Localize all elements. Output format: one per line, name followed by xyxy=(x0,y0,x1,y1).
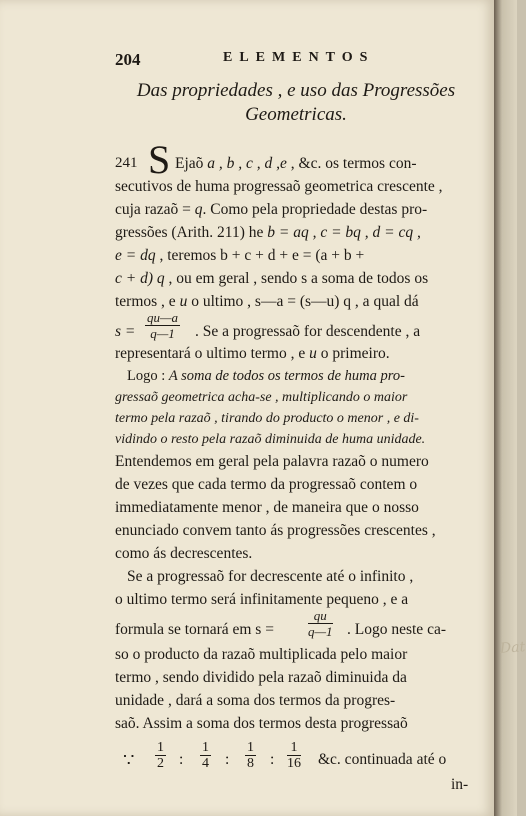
page-header xyxy=(115,50,477,76)
formula-fraction: $\frac{qu}{q—1}$ xyxy=(308,608,333,639)
text-line: Ejaõ a , b , c , d ,e , &c. os termos con- xyxy=(175,155,417,172)
paragraph-first-line xyxy=(115,137,477,182)
running-head: ELEMENTOS xyxy=(223,50,375,65)
catchword: in- xyxy=(451,776,469,793)
series-lead: ∵ xyxy=(123,750,135,770)
series-fraction: $\frac{1}{8}$ xyxy=(247,740,254,771)
formula-lead: formula se tornará em s = xyxy=(115,621,274,638)
formula-tail: . Logo neste ca- xyxy=(347,621,446,638)
show-through-text: Dat xyxy=(499,639,526,657)
formula-line xyxy=(115,606,477,646)
page-edge xyxy=(494,0,517,816)
paragraph-number: 241 xyxy=(115,155,138,171)
formula-fraction: $\frac{qu—a}{q—1}$ xyxy=(147,310,179,341)
series-fraction: $\frac{1}{2}$ xyxy=(157,740,164,771)
series-fraction: $\frac{1}{4}$ xyxy=(202,740,209,771)
series-line: ∵ $\frac{1}{2}$ : $\frac{1}{4}$ : $\frac{1}{8}$ : $\frac{1}{16}$ &c. continuada até o xyxy=(123,740,447,771)
drop-cap: S xyxy=(148,137,171,182)
formula-tail: . Se a progressaõ for descendente , a xyxy=(195,323,421,340)
series-tail: &c. continuada até o xyxy=(318,751,447,768)
section-title: Das propriedades , e uso das Progressões xyxy=(136,80,456,101)
formula-lhs: s = xyxy=(115,323,136,340)
series-fraction: $\frac{1}{16}$ xyxy=(287,740,301,771)
section-title-line2: Geometricas. xyxy=(245,104,347,125)
page-number: 204 xyxy=(115,50,141,69)
